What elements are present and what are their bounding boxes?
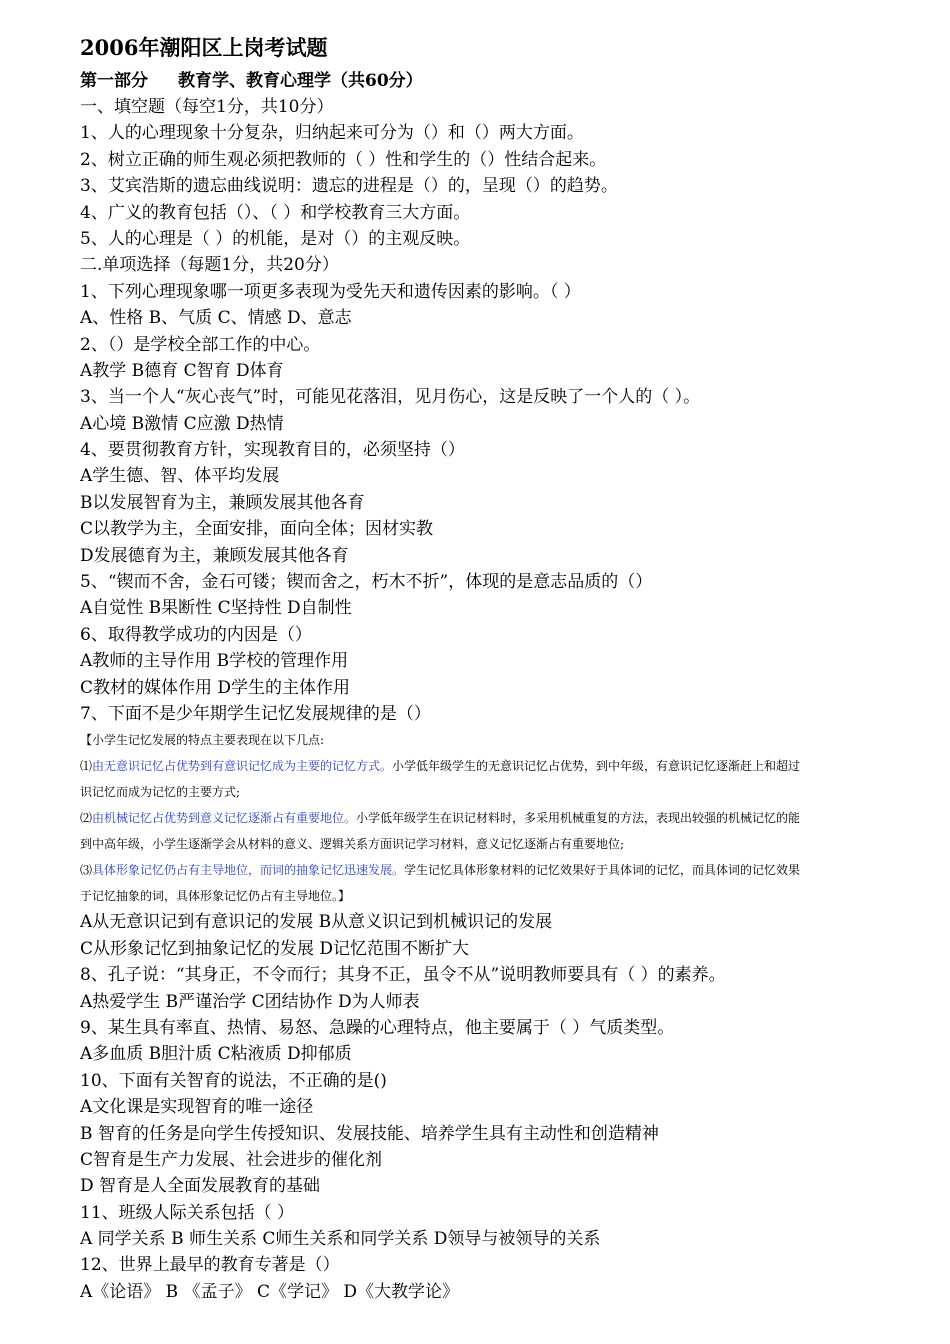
section-part: 第一部分 (80, 71, 148, 91)
text-line: 9、某生具有率直、热情、易怒、急躁的心理特点，他主要属于（ ）气质类型。 (80, 1017, 675, 1038)
note-text: 小学低年级学生的无意识记忆占优势，到中年级，有意识记忆逐渐赶上和超过 (392, 759, 801, 774)
note-marker: ⑶ (80, 863, 93, 878)
text-line: 2、树立正确的师生观必须把教师的（ ）性和学生的（）性结合起来。 (80, 149, 607, 170)
note-point-1 (80, 753, 950, 779)
text-line: 3、艾宾浩斯的遗忘曲线说明：遗忘的进程是（）的，呈现（）的趋势。 (80, 176, 618, 197)
text-line: B 智育的任务是向学生传授知识、发展技能、培养学生具有主动性和创造精神 (80, 1123, 659, 1144)
note-highlight: 由机械记忆占优势到意义记忆逐渐占有重要地位。 (92, 811, 357, 826)
section-heading (80, 66, 423, 91)
text-line: 2、（）是学校全部工作的中心。 (80, 334, 321, 355)
note-point-2 (80, 805, 950, 831)
note-highlight: 由无意识记忆占优势到有意识记忆成为主要的记忆方式。 (92, 759, 393, 774)
text-line: C智育是生产力发展、社会进步的催化剂 (80, 1149, 383, 1170)
text-line: A多血质 B胆汁质 C粘液质 D抑郁质 (80, 1044, 352, 1065)
text-line: B以发展智育为主，兼顾发展其他各育 (80, 492, 365, 513)
text-line: 二.单项选择（每题1分，共20分） (80, 255, 339, 276)
text-line: 10、下面有关智育的说法，不正确的是() (80, 1070, 387, 1091)
text-line: 5、人的心理是（ ）的机能，是对（）的主观反映。 (80, 228, 471, 249)
text-line: A文化课是实现智育的唯一途径 (80, 1097, 314, 1118)
text-line: 4、广义的教育包括（）、（ ）和学校教育三大方面。 (80, 202, 471, 223)
text-line: 一、填空题（每空1分，共10分） (80, 97, 334, 117)
text-line: 8、孔子说：“其身正，不令而行；其身不正，虽令不从”说明教师要具有（ ）的素养。 (80, 965, 726, 986)
text-line: A教学 B德育 C智育 D体育 (80, 360, 284, 381)
text-line: A心境 B激情 C应激 D热情 (80, 413, 284, 434)
text-line: 1、人的心理现象十分复杂，归纳起来可分为（）和（）两大方面。 (80, 123, 584, 144)
page-title: 2006年潮阳区上岗考试题 (80, 35, 328, 60)
note-highlight: 具体形象记忆仍占有主导地位，而词的抽象记忆迅速发展。 (92, 863, 405, 878)
text-line: A热爱学生 B严谨治学 C团结协作 D为人师表 (80, 991, 420, 1012)
text-line: 7、下面不是少年期学生记忆发展规律的是（） (80, 703, 431, 724)
text-line: 3、当一个人“灰心丧气”时，可能见花落泪，见月伤心，这是反映了一个人的（ ）。 (80, 387, 701, 408)
text-line: A自觉性 B果断性 C坚持性 D自制性 (80, 598, 352, 619)
text-line: A《论语》 B 《孟子》 C《学记》 D《大教学论》 (80, 1281, 460, 1302)
note-marker: ⑵ (80, 811, 93, 826)
text-line: 11、班级人际关系包括（ ） (80, 1202, 295, 1223)
note-point-1-cont: 识记忆而成为记忆的主要方式; (80, 785, 241, 800)
text-line: 12、世界上最早的教育专著是（） (80, 1255, 340, 1276)
note-text: 小学低年级学生在识记材料时，多采用机械重复的方法，表现出较强的机械记忆的能 (356, 811, 801, 826)
note-point-3 (80, 857, 950, 883)
text-line: A学生德、智、体平均发展 (80, 466, 280, 487)
document-body (80, 94, 948, 1305)
note-point-2-cont: 到中高年级，小学生逐渐学会从材料的意义、逻辑关系方面识记学习材料，意义记忆逐渐占有重要地位; (80, 837, 625, 852)
text-line: C以教学为主，全面安排，面向全体；因材实教 (80, 519, 434, 540)
text-line: A教师的主导作用 B学校的管理作用 (80, 651, 349, 672)
text-line: 5、“锲而不舍，金石可镂；锲而舍之，朽木不折”，体现的是意志品质的（） (80, 572, 653, 593)
text-line: C从形象记忆到抽象记忆的发展 D记忆范围不断扩大 (80, 938, 470, 959)
text-line: D发展德育为主，兼顾发展其他各育 (80, 545, 349, 566)
text-line: C教材的媒体作用 D学生的主体作用 (80, 677, 351, 698)
note-text: 学生记忆具体形象材料的记忆效果好于具体词的记忆，而具体词的记忆效果 (404, 863, 801, 878)
text-line: 4、要贯彻教育方针，实现教育目的，必须坚持（） (80, 440, 465, 461)
section-topic: 教育学、教育心理学（共60分） (178, 71, 423, 91)
text-line: 1、下列心理现象哪一项更多表现为受先天和遗传因素的影响。（ ） (80, 281, 581, 302)
note-intro: 【小学生记忆发展的特点主要表现在以下几点: (80, 733, 325, 748)
note-point-3-cont: 于记忆抽象的词，具体形象记忆仍占有主导地位。】 (80, 889, 351, 904)
text-line: A、性格 B、气质 C、情感 D、意志 (80, 308, 352, 329)
text-line: 6、取得教学成功的内因是（） (80, 624, 312, 645)
text-line: D 智育是人全面发展教育的基础 (80, 1176, 321, 1197)
text-line: A 同学关系 B 师生关系 C师生关系和同学关系 D领导与被领导的关系 (80, 1229, 601, 1250)
text-line: A从无意识记到有意识记的发展 B从意义识记到机械识记的发展 (80, 912, 553, 933)
note-marker: ⑴ (80, 759, 93, 774)
